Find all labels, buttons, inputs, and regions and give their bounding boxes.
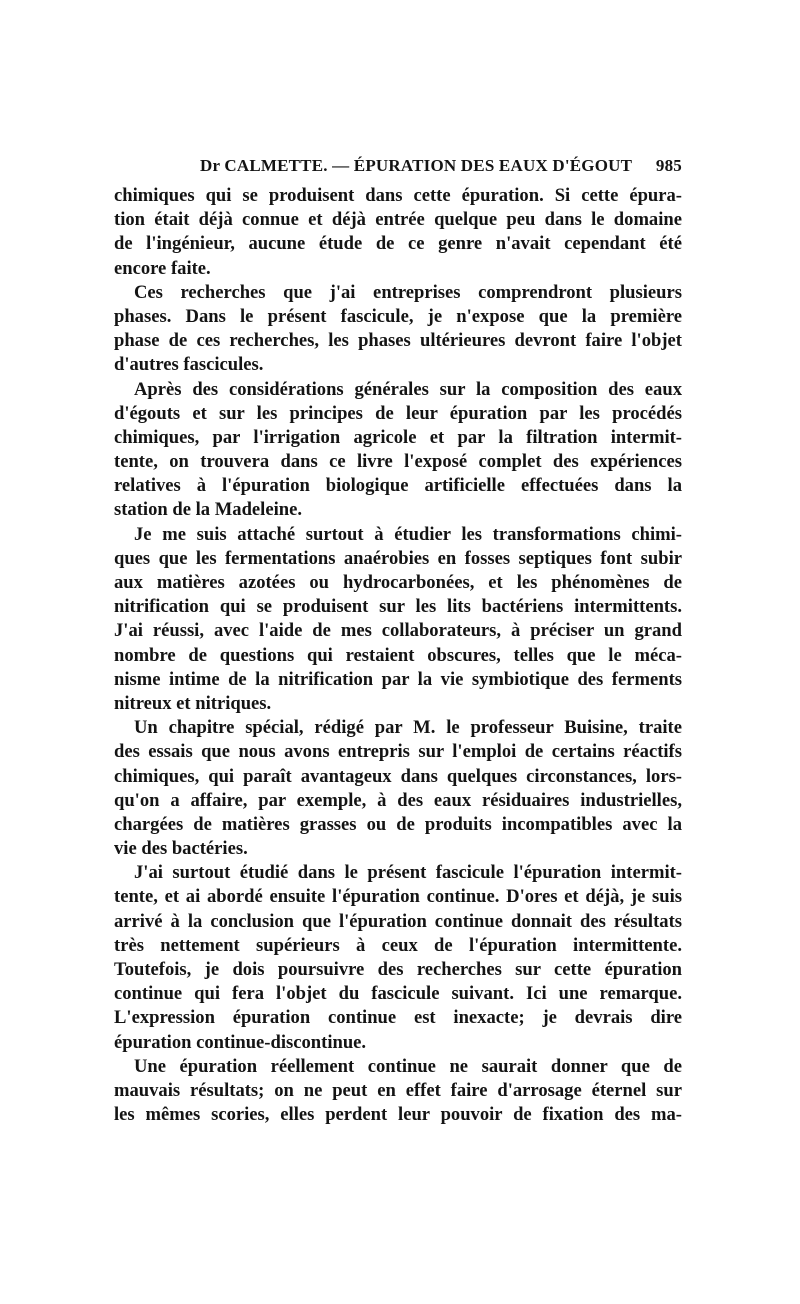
running-head-title: Dr CALMETTE. — ÉPURATION DES EAUX D'ÉGOUT [200, 156, 633, 175]
text-line: L'expression épuration continue est inexacte; je devrais dire [114, 1007, 682, 1029]
page-number: 985 [655, 156, 682, 175]
paragraph [114, 861, 682, 1055]
text-line: arrivé à la conclusion que l'épuration continue donnait des résultats [114, 910, 682, 932]
text-line: très nettement supérieurs à ceux de l'épuration intermittente. [114, 934, 682, 956]
text-line: station de la Madeleine. [114, 499, 302, 521]
text-line: Je me suis attaché surtout à étudier les transformations chimi- [134, 523, 682, 545]
text-line: mauvais résultats; on ne peut en effet faire d'arrosage éternel sur [114, 1079, 682, 1101]
text-line: Une épuration réellement continue ne saurait donner que de [134, 1055, 682, 1077]
text-line: des essais que nous avons entrepris sur l'emploi de certains réactifs [114, 741, 682, 763]
text-line: vie des bactéries. [114, 838, 248, 860]
running-header [114, 156, 682, 182]
text-line: Ces recherches que j'ai entreprises comprendront plusieurs [134, 281, 682, 303]
text-line: de l'ingénieur, aucune étude de ce genre n'avait cependant été [114, 233, 682, 255]
text-line: d'égouts et sur les principes de leur épuration par les procédés [114, 402, 682, 424]
text-line: d'autres fascicules. [114, 354, 264, 376]
text-line: J'ai réussi, avec l'aide de mes collaborateurs, à préciser un grand [114, 620, 682, 642]
paragraph [114, 378, 682, 523]
text-line: nitreux et nitriques. [114, 692, 272, 714]
text-line: nitrification qui se produisent sur les lits bactériens intermittents. [114, 596, 682, 618]
text-line: relatives à l'épuration biologique artificielle effectuées dans la [114, 475, 682, 497]
paragraph [114, 523, 682, 717]
text-line: tion était déjà connue et déjà entrée quelque peu dans le domaine [114, 209, 682, 231]
text-line: ques que les fermentations anaérobies en fosses septiques font subir [114, 547, 682, 569]
paragraph [114, 716, 682, 861]
text-line: nombre de questions qui restaient obscures, telles que le méca- [114, 644, 682, 666]
text-line: encore faite. [114, 257, 211, 279]
text-line: épuration continue-discontinue. [114, 1031, 367, 1053]
text-line: les mêmes scories, elles perdent leur pouvoir de fixation des ma- [114, 1104, 682, 1126]
text-line: phases. Dans le présent fascicule, je n'expose que la première [114, 305, 682, 327]
text-line: tente, on trouvera dans ce livre l'exposé complet des expériences [114, 451, 682, 473]
text-line: chimiques, qui paraît avantageux dans quelques circonstances, lors- [114, 765, 682, 787]
text-line: phase de ces recherches, les phases ultérieures devront faire l'objet [114, 330, 682, 352]
text-line: Toutefois, je dois poursuivre des recherches sur cette épuration [114, 959, 682, 980]
text-line: continue qui fera l'objet du fascicule suivant. Ici une remarque. [114, 983, 682, 1005]
text-line: Un chapitre spécial, rédigé par M. le professeur Buisine, traite [134, 717, 682, 739]
text-line: chimiques qui se produisent dans cette épuration. Si cette épura- [114, 185, 682, 206]
paragraph [114, 1055, 682, 1128]
paragraph [114, 281, 682, 378]
paragraph [114, 184, 682, 281]
text-line: nisme intime de la nitrification par la vie symbiotique des ferments [114, 668, 682, 690]
text-line: aux matières azotées ou hydrocarbonées, et les phénomènes de [114, 572, 682, 593]
text-line: chargées de matières grasses ou de produits incompatibles avec la [114, 813, 682, 835]
text-line: tente, et ai abordé ensuite l'épuration continue. D'ores et déjà, je suis [114, 886, 682, 908]
text-line: Après des considérations générales sur la composition des eaux [134, 378, 682, 400]
text-line: qu'on a affaire, par exemple, à des eaux résiduaires industrielles, [114, 789, 682, 811]
text-line: chimiques, par l'irrigation agricole et par la filtration intermit- [114, 426, 682, 448]
body-text [114, 184, 682, 1127]
text-line: J'ai surtout étudié dans le présent fascicule l'épuration intermit- [134, 862, 682, 884]
